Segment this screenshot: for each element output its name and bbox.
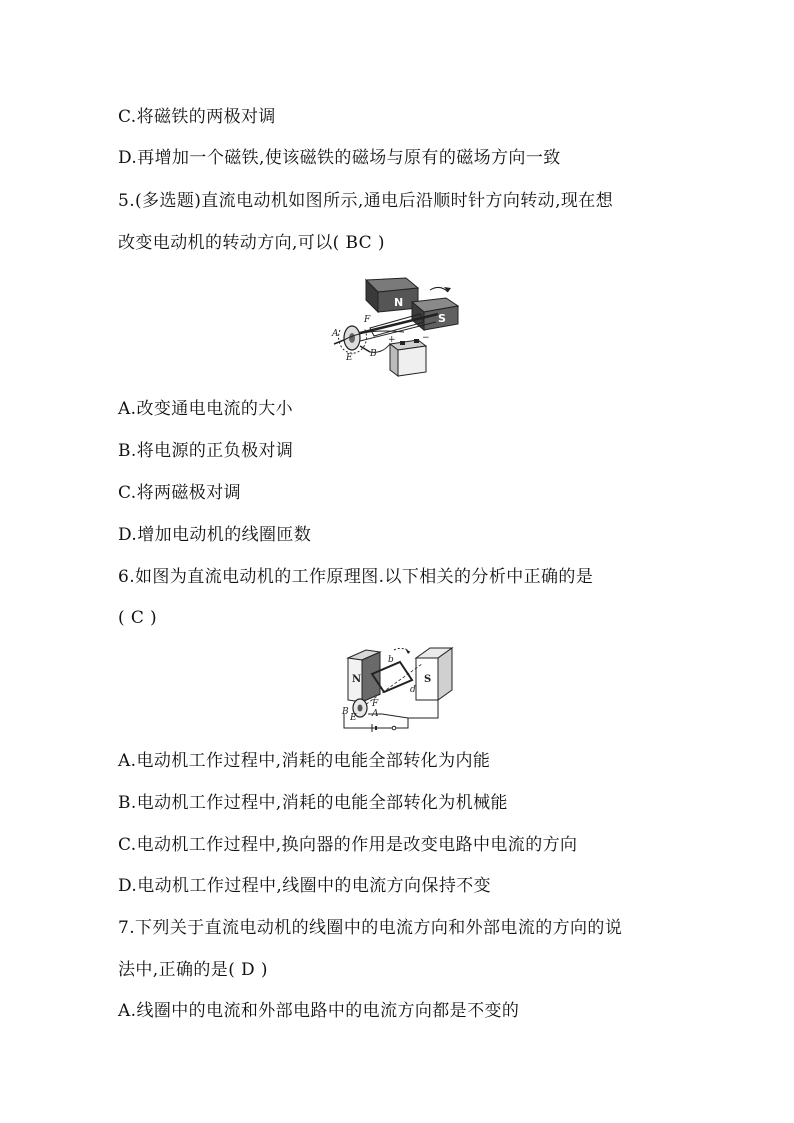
question-6-stem-line1: 6.如图为直流电动机的工作原理图.以下相关的分析中正确的是: [118, 567, 594, 587]
label-e: E: [346, 353, 353, 363]
motor-figure-2: [338, 644, 462, 734]
magnet-n-label-2: N: [352, 674, 362, 685]
question-7-stem-line1: 7.下列关于直流电动机的线圈中的电流方向和外部电流的方向的说: [118, 918, 623, 938]
question-6-option-a: A.电动机工作过程中,消耗的电能全部转化为内能: [118, 751, 491, 771]
question-5-option-c: C.将两磁极对调: [118, 483, 242, 503]
label-b: B: [370, 349, 377, 359]
label-f: F: [364, 315, 371, 325]
question-7-option-a: A.线圈中的电流和外部电路中的电流方向都是不变的: [118, 1001, 520, 1021]
label-f-2: F: [372, 699, 379, 709]
question-5-stem-line2: 改变电动机的转动方向,可以( BC ): [118, 233, 385, 253]
battery-minus: −: [422, 333, 430, 343]
battery-plus: +: [388, 335, 396, 345]
magnet-n-label: N: [394, 296, 404, 309]
question-5-stem-line1: 5.(多选题)直流电动机如图所示,通电后沿顺时针方向转动,现在想: [118, 191, 614, 211]
question-6-stem-line2: ( C ): [118, 608, 158, 628]
option-d-prev: D.再增加一个磁铁,使该磁铁的磁场与原有的磁场方向一致: [118, 148, 561, 168]
option-c-prev: C.将磁铁的两极对调: [118, 107, 276, 127]
question-6-option-c: C.电动机工作过程中,换向器的作用是改变电路中电流的方向: [118, 835, 578, 855]
question-5-option-a: A.改变通电电流的大小: [118, 399, 294, 419]
label-b-2: B: [342, 707, 349, 717]
label-a-2: A: [372, 709, 379, 719]
motor-figure-1: [326, 270, 466, 382]
magnet-s-label: S: [438, 312, 446, 325]
label-d: d: [410, 685, 416, 695]
label-e-2: E: [350, 713, 357, 723]
label-b-lower: b: [388, 655, 394, 665]
question-7-stem-line2: 法中,正确的是( D ): [118, 960, 268, 980]
question-5-option-b: B.将电源的正负极对调: [118, 441, 294, 461]
label-a: A: [332, 329, 339, 339]
question-6-option-b: B.电动机工作过程中,消耗的电能全部转化为机械能: [118, 793, 508, 813]
question-6-option-d: D.电动机工作过程中,线圈中的电流方向保持不变: [118, 876, 492, 896]
magnet-s-label-2: S: [424, 674, 432, 685]
question-5-option-d: D.增加电动机的线圈匝数: [118, 525, 312, 545]
